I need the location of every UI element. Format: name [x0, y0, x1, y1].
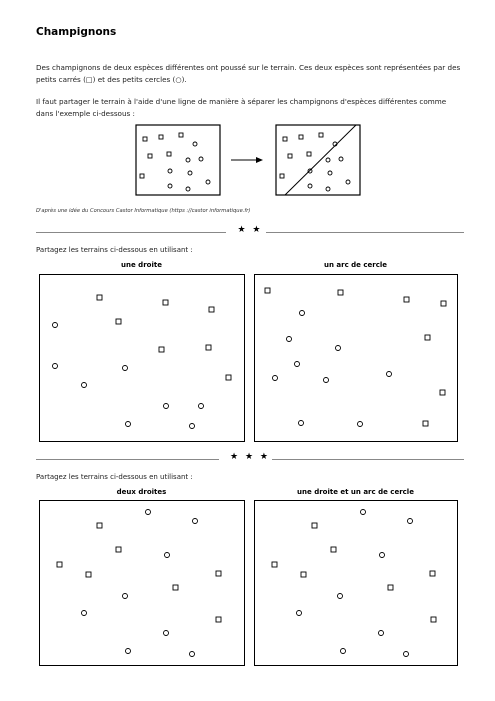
difficulty-stars: ★ ★ ★	[230, 452, 270, 462]
field-label-two-lines: deux droites	[116, 488, 167, 496]
arrow-icon	[231, 157, 263, 163]
field-label-line-and-arc: une droite et un arc de cercle	[297, 488, 414, 496]
example-field-after	[276, 125, 360, 195]
section1-prompt: Partagez les terrains ci-dessous en utilisant :	[36, 246, 193, 254]
field-line-and-arc[interactable]	[254, 500, 458, 666]
field-label-line: une droite	[121, 261, 162, 269]
example-field-before	[136, 125, 220, 195]
example-diagram	[130, 120, 370, 200]
section2-prompt: Partagez les terrains ci-dessous en utilisant :	[36, 473, 193, 481]
difficulty-separator-3	[36, 454, 464, 464]
field-straight-line[interactable]	[39, 274, 245, 442]
intro-paragraph: Des champignons de deux espèces différentes ont poussé sur le terrain. Ces deux espèces sont représentées par des petits carrés (□) et des petits cercles (○).	[36, 63, 461, 84]
field-label-arc: un arc de cercle	[323, 261, 387, 269]
difficulty-stars: ★ ★	[237, 225, 263, 235]
difficulty-separator-2	[36, 227, 464, 237]
field-circle-arc[interactable]	[254, 274, 458, 442]
source-credit: D'après une idée du Concours Castor Informatique (https ://castor informatique.fr)	[36, 208, 251, 214]
page-title: Champignons	[36, 26, 117, 38]
field-two-lines[interactable]	[39, 500, 245, 666]
instruction-paragraph: Il faut partager le terrain à l'aide d'une ligne de manière à séparer les champignons d'espèces différentes comme dans l'exemple ci-dessous :	[36, 97, 447, 118]
